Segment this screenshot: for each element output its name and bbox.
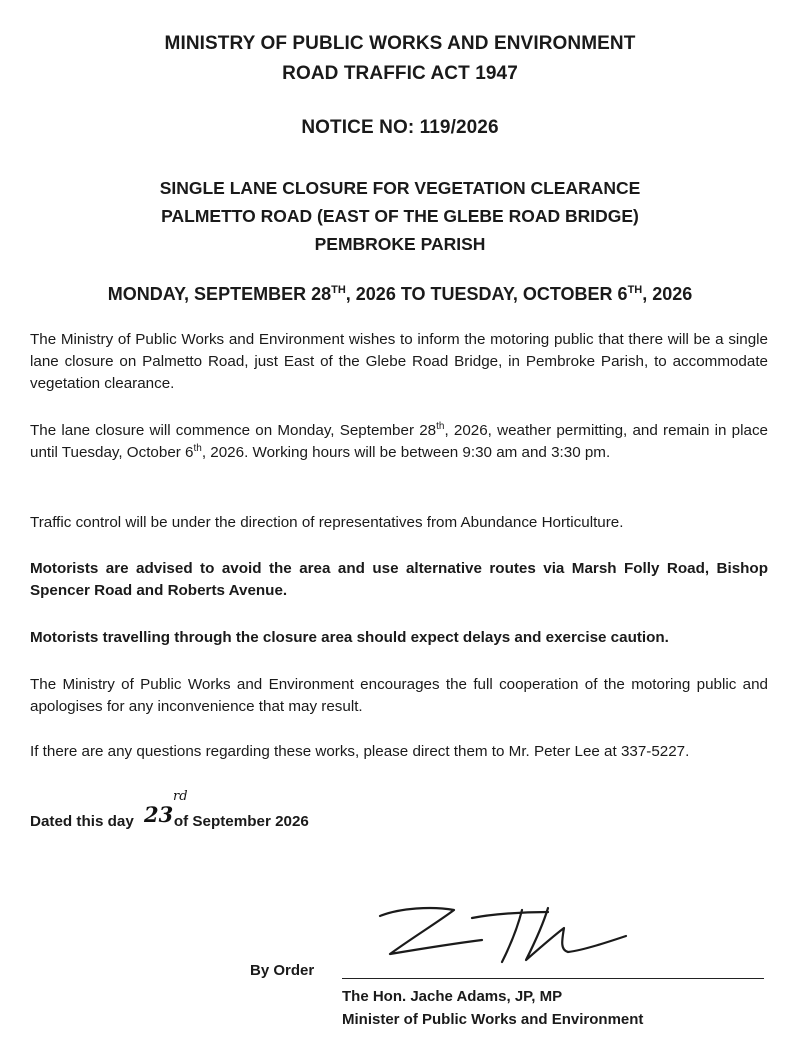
date-range-end-ordinal: TH: [627, 284, 643, 296]
minister-signature: [372, 902, 632, 977]
paragraph-schedule: [30, 420, 768, 464]
date-range-start-ordinal: TH: [331, 284, 346, 296]
paragraph-contact: If there are any questions regarding these works, please direct them to Mr. Peter Lee at 337-5227.: [30, 743, 690, 760]
dated-suffix: of September 2026: [173, 813, 309, 830]
subject-line-1: SINGLE LANE CLOSURE FOR VEGETATION CLEARANCE: [159, 178, 641, 198]
schedule-text-a: The lane closure will commence on Monday, September 28: [30, 422, 437, 439]
minister-name: The Hon. Jache Adams, JP, MP: [342, 988, 563, 1005]
schedule-text-b: , 2026, weather permitting, and remain in place until Tuesday, October 6: [30, 422, 768, 461]
schedule-ordinal-2: th: [193, 442, 202, 454]
minister-title: Minister of Public Works and Environment: [342, 1011, 644, 1028]
closure-date-range: [0, 284, 800, 305]
paragraph-cooperation: The Ministry of Public Works and Environment encourages the full cooperation of the motoring public and apologises for any inconvenience that may result.: [30, 676, 768, 715]
date-range-end: , 2026: [642, 284, 693, 304]
handwritten-day-suffix: rd: [173, 789, 188, 804]
date-range-start: MONDAY, SEPTEMBER 28: [107, 284, 332, 304]
subject-line-3: PEMBROKE PARISH: [314, 234, 486, 254]
notice-number: NOTICE NO: 119/2026: [301, 117, 499, 138]
paragraph-delays-warning: Motorists travelling through the closure area should expect delays and exercise caution.: [30, 629, 669, 646]
schedule-text-c: , 2026. Working hours will be between 9:30 am and 3:30 pm.: [201, 444, 611, 461]
act-heading: ROAD TRAFFIC ACT 1947: [282, 63, 518, 84]
by-order-label: By Order: [250, 962, 315, 979]
paragraph-traffic-control: Traffic control will be under the direction of representatives from Abundance Horticulture.: [30, 514, 624, 531]
dated-prefix: Dated this day: [30, 813, 134, 830]
minister-block: [342, 985, 643, 1031]
paragraph-alternative-routes: Motorists are advised to avoid the area and use alternative routes via Marsh Folly Road, Bishop Spencer Road and Roberts Avenue.: [30, 560, 768, 599]
date-range-middle: , 2026 TO TUESDAY, OCTOBER 6: [345, 284, 628, 304]
schedule-ordinal-1: th: [436, 420, 445, 432]
signature-line: [342, 978, 764, 979]
handwritten-day: 23: [144, 802, 174, 827]
subject-line-2: PALMETTO ROAD (EAST OF THE GLEBE ROAD BRIDGE): [161, 206, 639, 226]
ministry-heading: MINISTRY OF PUBLIC WORKS AND ENVIRONMENT: [164, 33, 636, 54]
paragraph-announcement: The Ministry of Public Works and Environment wishes to inform the motoring public that there will be a single lane closure on Palmetto Road, just East of the Glebe Road Bridge, in Pembroke Parish, to accommodate vegetation clearance.: [30, 331, 768, 392]
